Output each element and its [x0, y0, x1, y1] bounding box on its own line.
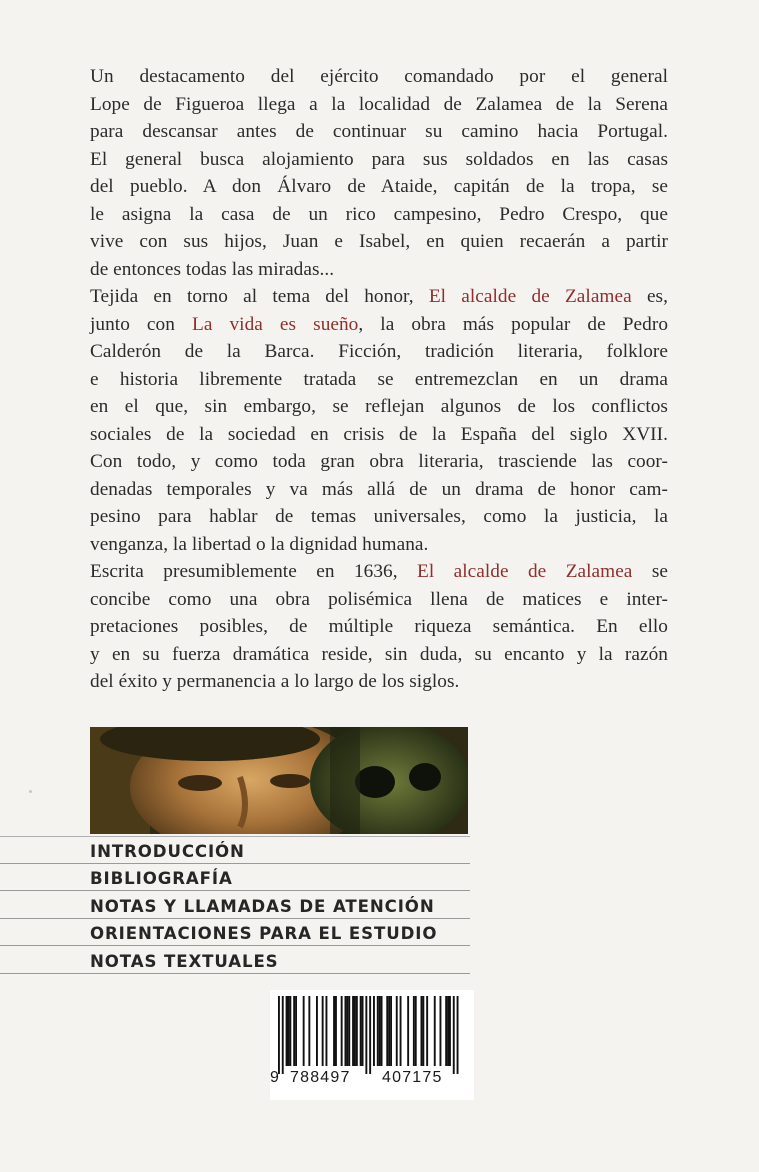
barcode-bar	[422, 996, 424, 1066]
barcode-bar	[341, 996, 343, 1066]
blurb-text: junto con	[90, 313, 175, 335]
blurb-line: del éxito y permanencia a lo largo de los siglos.	[90, 671, 460, 692]
barcode-bar	[322, 996, 324, 1066]
barcode-bar	[362, 996, 364, 1066]
blurb-line: del pueblo. A don Álvaro de Ataide, capitán de la tropa, se	[90, 176, 668, 197]
barcode-guard-bar	[453, 996, 455, 1074]
contents-item-label: NOTAS TEXTUALES	[90, 951, 279, 971]
blurb-line	[90, 311, 668, 339]
painting-illustration	[90, 727, 468, 834]
blurb-text: se	[651, 561, 669, 582]
blurb-line: concibe como una obra polisémica llena de matices e inter-	[90, 588, 668, 610]
barcode-guard-bar	[369, 996, 371, 1074]
contents-item-label: BIBLIOGRAFÍA	[90, 869, 233, 889]
book-title-reference: La vida es sueño	[192, 313, 359, 335]
blurb-text: Tejida en torno al tema del honor,	[90, 286, 414, 307]
barcode-bar	[333, 996, 335, 1066]
blurb-line: en el que, sin embargo, se reflejan algunos de los conflictos	[90, 396, 668, 417]
barcode-bar	[407, 996, 409, 1066]
barcode-bar	[289, 996, 291, 1066]
barcode-bar	[286, 996, 288, 1066]
back-cover-blurb	[90, 63, 668, 696]
barcode-bar	[356, 996, 358, 1066]
blurb-text: , la obra más popular de Pedro	[358, 313, 669, 335]
barcode-bar	[354, 996, 356, 1066]
barcode-bar	[447, 996, 449, 1066]
contents-item	[0, 836, 470, 864]
barcode-bar	[379, 996, 381, 1066]
barcode-bar	[303, 996, 305, 1066]
cover-painting-detail	[90, 727, 468, 834]
barcode-bar	[377, 996, 379, 1066]
barcode-bar	[335, 996, 337, 1066]
contents-item	[0, 864, 470, 892]
barcode-bar	[434, 996, 436, 1066]
page-mark	[29, 790, 32, 793]
blurb-line: El general busca alojamiento para sus soldados en las casas	[90, 148, 668, 170]
contents-item	[0, 946, 470, 974]
barcode-right-group: 407175	[382, 1069, 443, 1086]
barcode-bar	[426, 996, 428, 1066]
blurb-line: venganza, la libertad o la dignidad humana.	[90, 533, 429, 555]
blurb-text: Escrita presumiblemente en 1636,	[90, 561, 398, 582]
blurb-line: pretaciones posibles, de múltiple riqueza semántica. En ello	[90, 616, 668, 637]
contents-item	[0, 919, 470, 947]
blurb-line: le asigna la casa de un rico campesino, Pedro Crespo, que	[90, 203, 668, 225]
barcode-bar	[445, 996, 447, 1066]
barcode-bar	[449, 996, 451, 1066]
barcode-bar	[400, 996, 402, 1066]
barcode-guard-bar	[365, 996, 367, 1074]
contents-item-label: INTRODUCCIÓN	[90, 841, 245, 861]
barcode-digits	[270, 1069, 474, 1093]
barcode-guard-bar	[282, 996, 284, 1074]
barcode-bar	[440, 996, 442, 1066]
contents-item	[0, 891, 470, 919]
barcode-bar	[352, 996, 354, 1066]
barcode-bar	[413, 996, 415, 1066]
barcode-bar	[288, 996, 290, 1066]
barcode-bar	[390, 996, 392, 1066]
blurb-line: y en su fuerza dramática reside, sin duda, su encanto y la razón	[90, 643, 668, 665]
contents-item-label: NOTAS Y LLAMADAS DE ATENCIÓN	[90, 896, 435, 916]
blurb-line: e historia libremente tratada se entremezclan en un drama	[90, 368, 668, 390]
blurb-line: pesino para hablar de temas universales, como la justicia, la	[90, 506, 668, 527]
barcode-bar	[308, 996, 310, 1066]
barcode-bar	[373, 996, 375, 1066]
barcode-bar	[360, 996, 362, 1066]
book-title-reference: El alcalde de Zalamea	[417, 561, 633, 582]
blurb-line: para descansar antes de continuar su camino hacia Portugal.	[90, 121, 668, 142]
barcode-guard-bar	[278, 996, 280, 1074]
contents-list	[0, 836, 470, 974]
blurb-line: Un destacamento del ejército comandado por el general	[90, 66, 668, 87]
barcode-bar	[348, 996, 350, 1066]
barcode-bar	[386, 996, 388, 1066]
barcode-guard-bar	[457, 996, 459, 1074]
isbn-barcode	[270, 990, 474, 1100]
book-title-reference: El alcalde de Zalamea	[428, 286, 632, 307]
barcode-bar	[293, 996, 295, 1066]
barcode-bars	[278, 996, 466, 1074]
blurb-line	[90, 558, 668, 586]
blurb-line: Con todo, y como toda gran obra literaria, trasciende las coor-	[90, 451, 668, 472]
barcode-bar	[421, 996, 423, 1066]
barcode-bar	[346, 996, 348, 1066]
blurb-line: Calderón de la Barca. Ficción, tradición literaria, folklore	[90, 341, 668, 362]
barcode-left-group: 788497	[290, 1069, 351, 1086]
blurb-text: es,	[646, 286, 668, 307]
blurb-line	[90, 283, 668, 311]
contents-item-label: ORIENTACIONES PARA EL ESTUDIO	[90, 924, 438, 944]
blurb-line: Lope de Figueroa llega a la localidad de Zalamea de la Serena	[90, 93, 668, 115]
barcode-bar	[415, 996, 417, 1066]
blurb-line: de entonces todas las miradas...	[90, 258, 335, 280]
barcode-bar	[381, 996, 383, 1066]
blurb-line: sociales de la sociedad en crisis de la España del siglo XVII.	[90, 423, 668, 445]
barcode-bar	[388, 996, 390, 1066]
barcode-bar	[396, 996, 398, 1066]
barcode-bar	[326, 996, 328, 1066]
barcode-first-digit: 9	[270, 1069, 279, 1086]
barcode-bar	[295, 996, 297, 1066]
blurb-line: vive con sus hijos, Juan e Isabel, en quien recaerán a partir	[90, 231, 668, 252]
barcode-bar	[316, 996, 318, 1066]
barcode-bar	[345, 996, 347, 1066]
blurb-line: denadas temporales y va más allá de un drama de honor cam-	[90, 478, 668, 500]
